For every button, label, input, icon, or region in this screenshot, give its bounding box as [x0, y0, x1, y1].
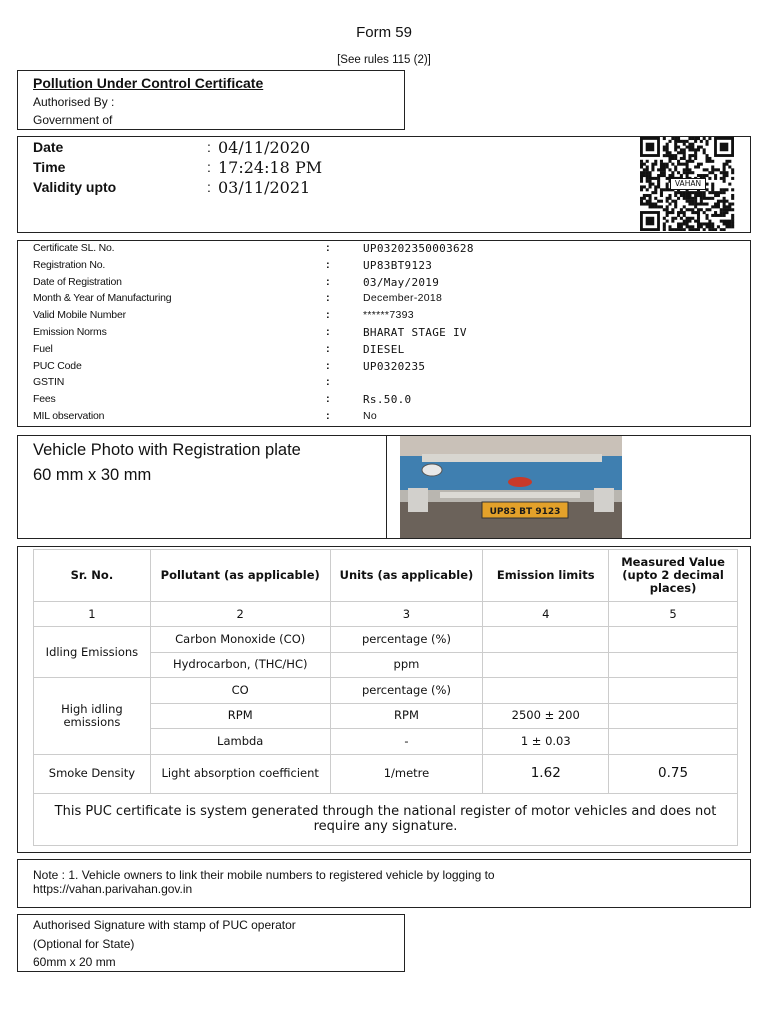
limit-cell: 2500 ± 200 [483, 703, 609, 729]
detail-label: Month & Year of Manufacturing [33, 292, 172, 305]
detail-row-fees [18, 392, 750, 409]
smoke-limit-cell: 1.62 [483, 754, 609, 793]
units-cell: percentage (%) [330, 627, 483, 653]
authority-section [17, 70, 405, 130]
measured-cell [609, 652, 738, 678]
detail-row-registration-no [18, 258, 750, 275]
pollutant-cell: Lambda [150, 729, 330, 755]
detail-row-gstin [18, 375, 750, 392]
units-cell: 1/metre [330, 754, 483, 793]
limit-cell [483, 652, 609, 678]
detail-row-mobile [18, 308, 750, 325]
vehicle-photo [400, 436, 622, 538]
idling-group-label: Idling Emissions [34, 627, 151, 678]
registration-date: 03/May/2019 [363, 275, 440, 289]
validity-value: 03/11/2021 [218, 178, 311, 197]
smoke-group-label: Smoke Density [34, 754, 151, 793]
detail-colon: : [326, 342, 330, 355]
vehicle-photo-title-line1: Vehicle Photo with Registration plate [33, 441, 301, 459]
detail-label: Date of Registration [33, 275, 122, 288]
limit-cell [483, 678, 609, 704]
detail-row-puc-code [18, 359, 750, 376]
detail-colon: : [326, 376, 330, 389]
smoke-measured-cell: 0.75 [609, 754, 738, 793]
photo-divider [386, 436, 387, 538]
vehicle-photo-image [400, 436, 622, 538]
pollutant-cell: Hydrocarbon, (THC/HC) [150, 652, 330, 678]
time-label: Time [33, 159, 66, 175]
units-cell: RPM [330, 703, 483, 729]
detail-label: GSTIN [33, 376, 65, 389]
col-header-limits: Emission limits [483, 550, 609, 602]
signature-section [17, 914, 405, 972]
table-row [34, 627, 738, 653]
registration-no: UP83BT9123 [363, 258, 433, 272]
qr-code[interactable] [638, 137, 736, 231]
detail-label: Valid Mobile Number [33, 309, 126, 322]
system-generated-note: This PUC certificate is system generated through the national register of motor vehicles and does not require any signature. [34, 793, 738, 845]
vahan-url: https://vahan.parivahan.gov.in [33, 882, 193, 896]
certificate-title: Pollution Under Control Certificate [33, 75, 264, 91]
col-header-sr-no: Sr. No. [34, 550, 151, 602]
detail-row-certificate-sl-no [18, 241, 750, 258]
detail-colon: : [326, 326, 330, 338]
col-header-units: Units (as applicable) [330, 550, 483, 602]
detail-label: Emission Norms [33, 326, 107, 338]
detail-label: MIL observation [33, 410, 105, 422]
mil-observation: No [363, 410, 378, 422]
validity-label: Validity upto [33, 179, 117, 195]
col-number: 3 [330, 602, 483, 627]
certificate-details [17, 240, 751, 427]
detail-row-fuel [18, 342, 750, 359]
time-value: 17:24:18 PM [218, 158, 323, 177]
detail-row-mil [18, 409, 750, 426]
measured-cell [609, 678, 738, 704]
fees: Rs.50.0 [363, 393, 412, 407]
certificate-sl-no: UP03202350003628 [363, 242, 474, 255]
units-cell: - [330, 729, 483, 755]
signature-label: Authorised Signature with stamp of PUC operator [33, 918, 296, 932]
puc-code: UP0320235 [363, 359, 426, 373]
measured-cell [609, 627, 738, 653]
pollutant-cell: RPM [150, 703, 330, 729]
pollutant-cell: CO [150, 678, 330, 704]
col-number: 1 [34, 602, 151, 627]
col-header-pollutant: Pollutant (as applicable) [150, 550, 330, 602]
mobile-number: ******7393 [363, 309, 414, 322]
detail-colon: : [326, 275, 330, 288]
col-number: 2 [150, 602, 330, 627]
date-label: Date [33, 139, 64, 155]
vehicle-photo-section [17, 435, 751, 539]
signature-size: 60mm x 20 mm [33, 955, 116, 969]
table-row [34, 678, 738, 704]
note-text: Note : 1. Vehicle owners to link their mobile numbers to registered vehicle by logging to [33, 868, 495, 882]
vehicle-photo-title [33, 438, 301, 488]
validity-colon: : [207, 179, 211, 195]
number-plate-text: UP83 BT 9123 [489, 507, 561, 517]
emission-section [17, 546, 751, 853]
emission-norms: BHARAT STAGE IV [363, 326, 467, 339]
measured-cell [609, 729, 738, 755]
manufacturing-month-year: December-2018 [363, 292, 443, 305]
authorised-by-label: Authorised By : [33, 95, 115, 109]
col-header-measured: Measured Value (upto 2 decimal places) [609, 550, 738, 602]
detail-colon: : [326, 292, 330, 305]
detail-label: PUC Code [33, 359, 82, 372]
rules-reference: [See rules 115 (2)] [337, 54, 431, 66]
limit-cell [483, 627, 609, 653]
detail-label: Fuel [33, 342, 53, 355]
table-row [34, 754, 738, 793]
system-note-row [34, 793, 738, 845]
pollutant-cell: Light absorption coefficient [150, 754, 330, 793]
units-cell: percentage (%) [330, 678, 483, 704]
column-number-row [34, 602, 738, 627]
fuel: DIESEL [363, 342, 405, 356]
col-number: 5 [609, 602, 738, 627]
vehicle-photo-size: 60 mm x 30 mm [33, 466, 152, 484]
units-cell: ppm [330, 652, 483, 678]
detail-label: Registration No. [33, 258, 106, 271]
note-section [17, 859, 751, 908]
detail-label: Fees [33, 393, 56, 406]
vahan-badge: VAHAN [670, 178, 706, 190]
measured-cell [609, 703, 738, 729]
detail-colon: : [326, 359, 330, 372]
detail-colon: : [326, 258, 330, 271]
detail-label: Certificate SL. No. [33, 242, 115, 254]
limit-cell: 1 ± 0.03 [483, 729, 609, 755]
detail-row-emission-norms [18, 325, 750, 342]
government-label: Government of [33, 113, 113, 127]
form-title: Form 59 [356, 24, 412, 41]
emission-header-row [34, 550, 738, 602]
detail-row-manufacturing [18, 291, 750, 308]
col-number: 4 [483, 602, 609, 627]
date-colon: : [207, 139, 211, 155]
high-idling-group-label: High idling emissions [34, 678, 151, 755]
detail-colon: : [326, 410, 330, 422]
time-colon: : [207, 159, 211, 175]
emission-table [33, 549, 738, 846]
detail-colon: : [326, 393, 330, 406]
detail-row-registration-date [18, 275, 750, 292]
signature-optional-note: (Optional for State) [33, 936, 135, 951]
date-value: 04/11/2020 [218, 138, 311, 157]
detail-colon: : [326, 242, 330, 254]
pollutant-cell: Carbon Monoxide (CO) [150, 627, 330, 653]
detail-colon: : [326, 309, 330, 322]
